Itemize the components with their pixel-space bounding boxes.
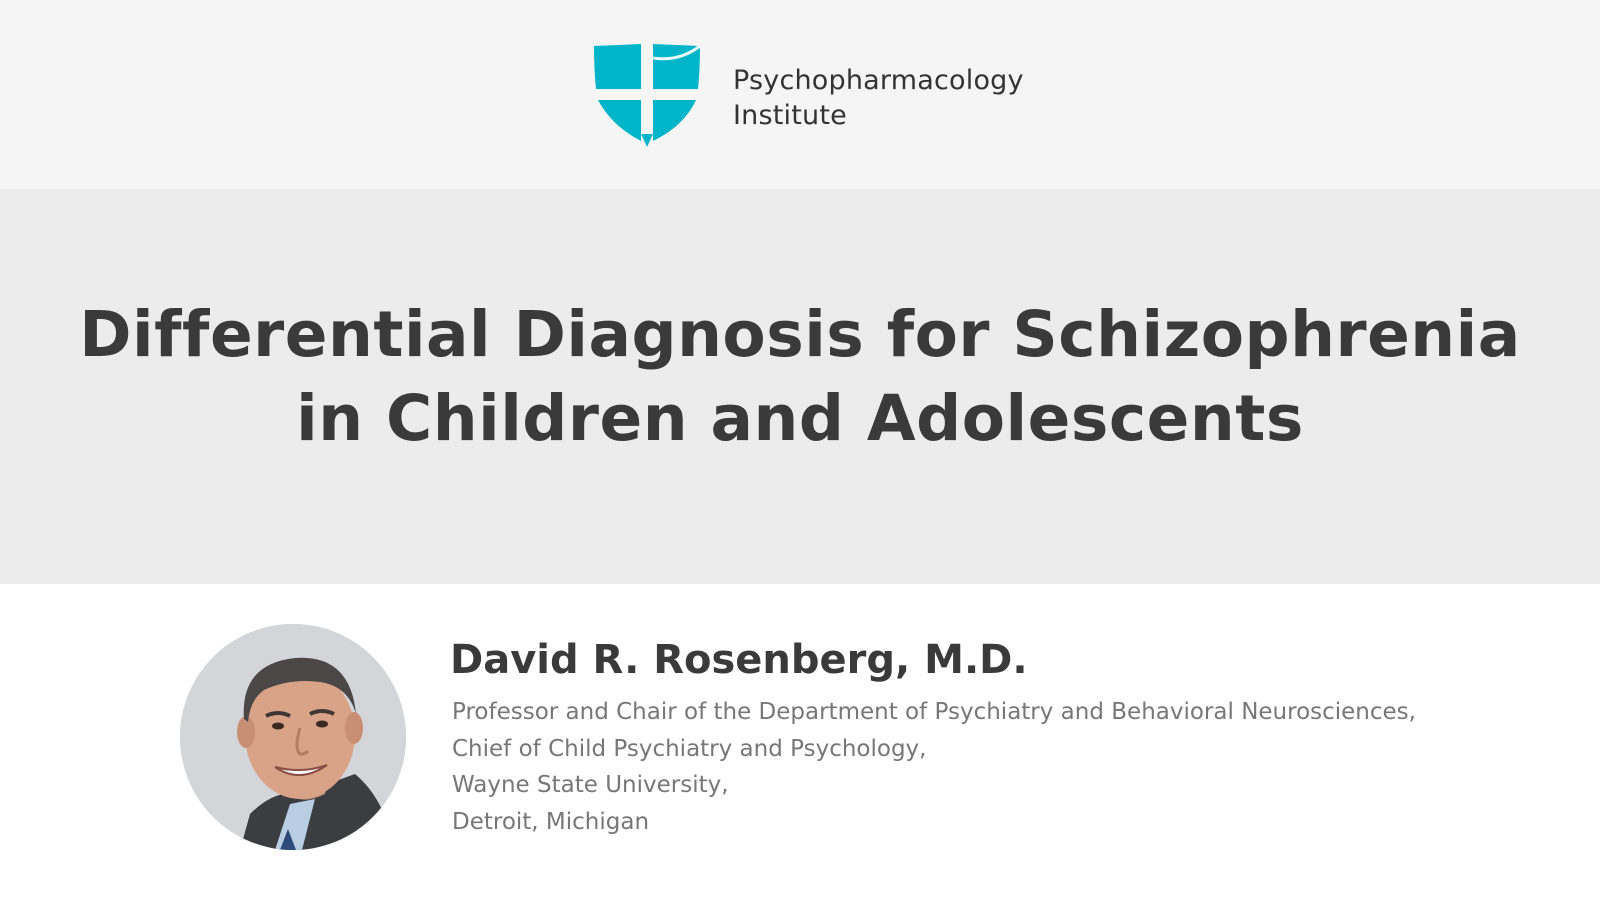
- page-title: [0, 293, 1600, 461]
- speaker-section: [0, 584, 1600, 899]
- affiliation-line: Detroit, Michigan: [452, 808, 650, 835]
- affiliation-line: Wayne State University,: [452, 772, 729, 798]
- shield-cross-icon: [594, 44, 700, 147]
- affiliation-line: Chief of Child Psychiatry and Psychology,: [452, 735, 927, 762]
- title-line-2: in Children and Adolescents: [296, 382, 1304, 455]
- header: [0, 0, 1600, 189]
- title-band: [0, 189, 1600, 584]
- logo-wordmark: [733, 63, 1024, 133]
- avatar: [180, 624, 406, 850]
- title-line-1: Differential Diagnosis for Schizophrenia: [79, 298, 1521, 371]
- speaker-name: David R. Rosenberg, M.D.: [450, 637, 1028, 683]
- logo-line-1: Psychopharmacology: [733, 65, 1024, 96]
- speaker-affiliation: [452, 694, 1416, 840]
- logo-line-2: Institute: [733, 100, 847, 131]
- affiliation-line: Professor and Chair of the Department of Psychiatry and Behavioral Neurosciences,: [452, 699, 1416, 725]
